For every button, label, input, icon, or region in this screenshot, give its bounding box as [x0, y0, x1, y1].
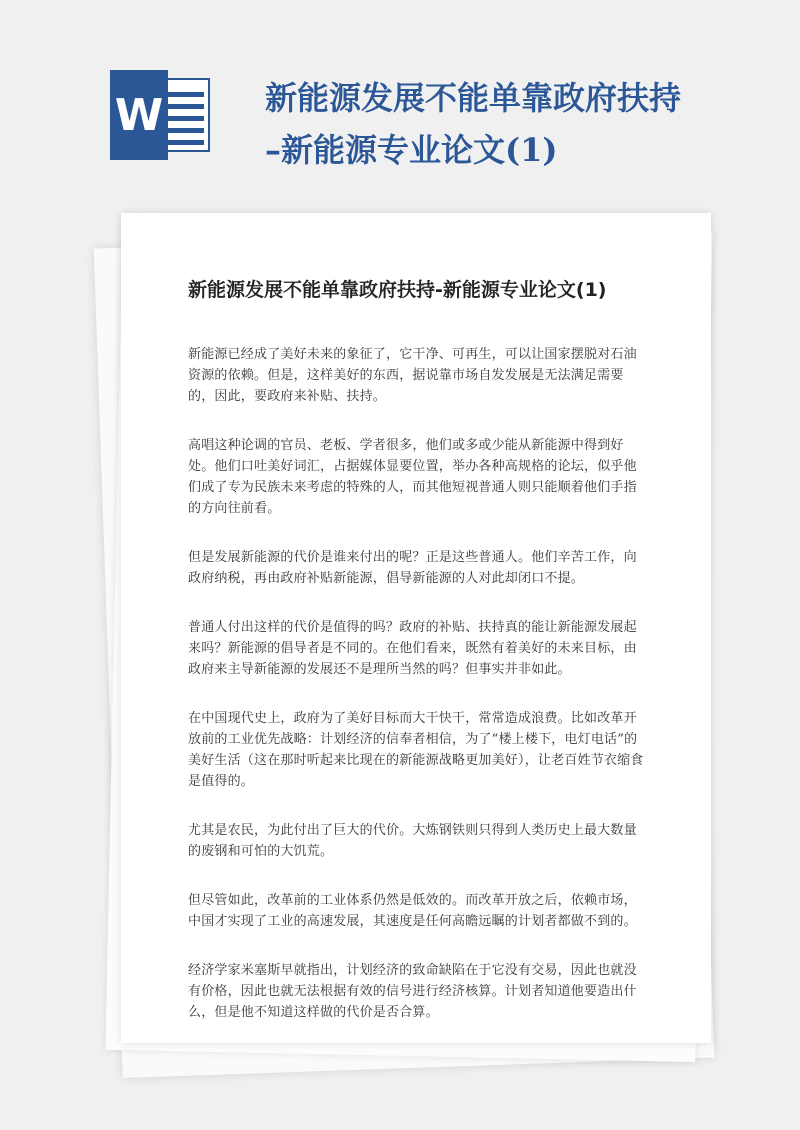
- paragraph-3: 但是发展新能源的代价是谁来付出的呢？正是这些普通人。他们辛苦工作，向政府纳税，再由政府补贴新能源，倡导新能源的人对此却闭口不提。: [188, 550, 637, 586]
- header: [0, 0, 800, 200]
- word-icon-letter: W: [110, 70, 168, 160]
- header-title: [265, 72, 735, 176]
- paragraph-5: 在中国现代史上，政府为了美好目标而大干快干，常常造成浪费。比如改革开放前的工业优先战略：计划经济的信奉者相信，为了“楼上楼下，电灯电话”的美好生活（这在那时听起来比现在的新能源战略更加美好），让老百姓节衣缩食是值得的。: [188, 711, 644, 789]
- paragraph-7: 但尽管如此，改革前的工业体系仍然是低效的。而改革开放之后，依赖市场，中国才实现了工业的高速发展，其速度是任何高瞻远瞩的计划者都做不到的。: [188, 893, 637, 929]
- header-title-line1: 新能源发展不能单靠政府扶持: [265, 79, 682, 117]
- paragraph-8: 经济学家米塞斯早就指出，计划经济的致命缺陷在于它没有交易，因此也就没有价格，因此也就无法根据有效的信号进行经济核算。计划者知道他要造出什么，但是他不知道这样做的代价是否合算。: [188, 963, 637, 1020]
- paragraph-6: 尤其是农民，为此付出了巨大的代价。大炼钢铁则只得到人类历史上最大数量的废钢和可怕的大饥荒。: [188, 823, 637, 859]
- paragraph-4: 普通人付出这样的代价是值得的吗？政府的补贴、扶持真的能让新能源发展起来吗？新能源的倡导者是不同的。在他们看来，既然有着美好的未来目标，由政府来主导新能源的发展还不是理所当然的吗？但事实并非如此。: [188, 620, 637, 677]
- word-document-icon: [110, 70, 215, 160]
- paragraph-1: 新能源已经成了美好未来的象征了，它干净、可再生，可以让国家摆脱对石油资源的依赖。但是，这样美好的东西，据说靠市场自发发展是无法满足需要的，因此，要政府来补贴、扶持。: [188, 347, 637, 404]
- page-title: 新能源发展不能单靠政府扶持-新能源专业论文(1): [188, 279, 607, 301]
- paragraph-2: 高唱这种论调的官员、老板、学者很多，他们或多或少能从新能源中得到好处。他们口吐美好词汇，占据媒体显要位置，举办各种高规格的论坛，似乎他们成了专为民族未来考虑的特殊的人，而其他短视普通人则只能顺着他们手指的方向往前看。: [188, 438, 637, 516]
- header-title-line2: –新能源专业论文(1): [265, 131, 558, 169]
- document-page: [121, 213, 711, 1043]
